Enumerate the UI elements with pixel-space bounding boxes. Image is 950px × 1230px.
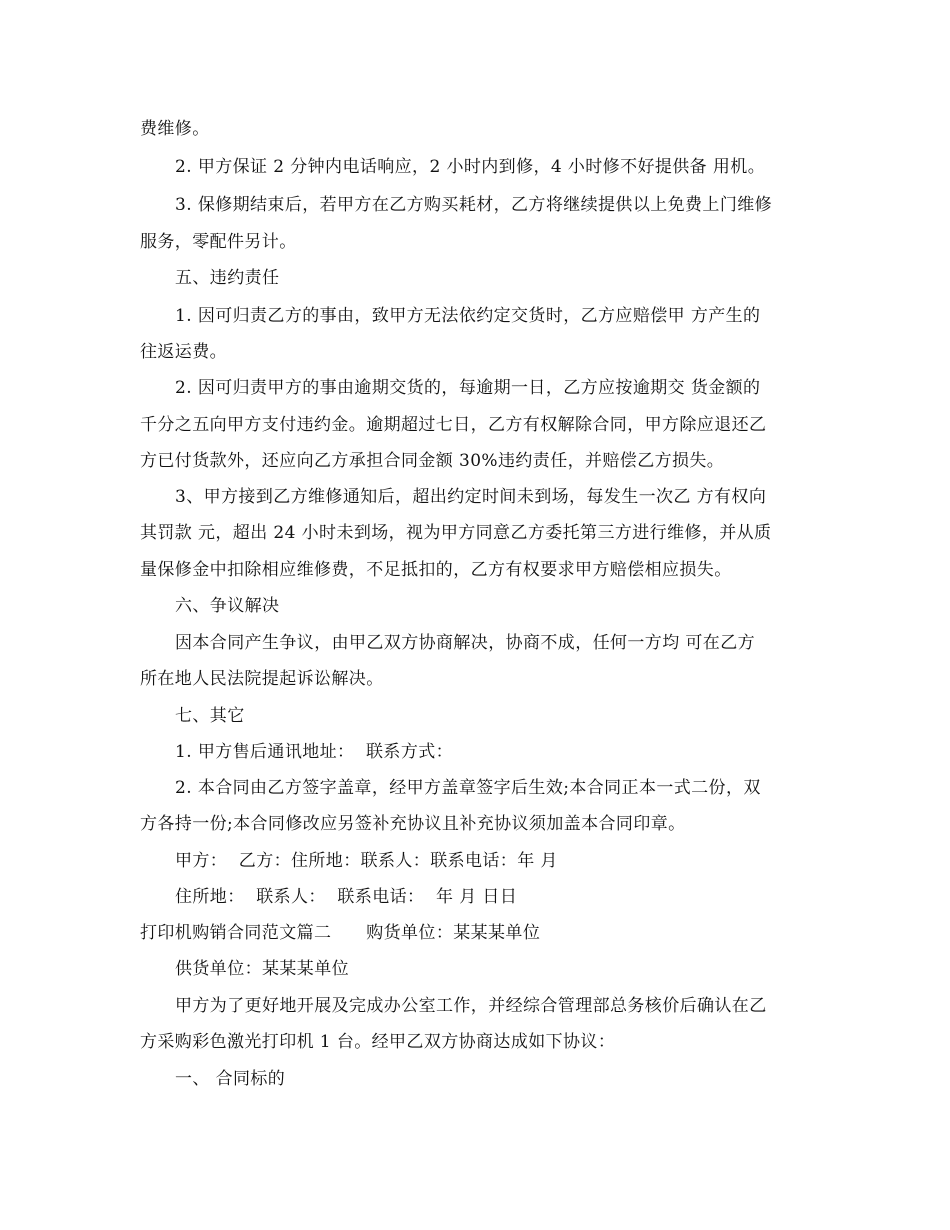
signature-line: 甲方： 乙方：住所地：联系人：联系电话：年 月	[175, 851, 558, 871]
text-line: 方采购彩色激光打印机 1 台。经甲乙双方协商达成如下协议：	[140, 1032, 616, 1052]
text-line: 其罚款 元，超出 24 小时未到场，视为甲方同意乙方委托第三方进行维修，并从质	[140, 523, 772, 543]
text-line: 1. 甲方售后通讯地址： 联系方式：	[175, 742, 454, 762]
text-line: 甲方为了更好地开展及完成办公室工作，并经综合管理部总务核价后确认在乙	[175, 996, 767, 1016]
section-heading: 七、其它	[175, 706, 245, 726]
text-line: 千分之五向甲方支付违约金。逾期超过七日，乙方有权解除合同，甲方除应退还乙	[140, 415, 767, 435]
text-line: 方各持一份;本合同修改应另签补充协议且补充协议须加盖本合同印章。	[140, 814, 686, 834]
signature-line: 住所地： 联系人： 联系电话： 年 月 日日	[175, 887, 518, 907]
document-title-line: 打印机购销合同范文篇二 购货单位：某某某单位	[140, 923, 541, 943]
text-line: 供货单位：某某某单位	[175, 959, 349, 979]
text-line: 往返运费。	[140, 342, 227, 362]
text-line: 1. 因可归责乙方的事由，致甲方无法依约定交货时，乙方应赔偿甲 方产生的	[175, 306, 761, 326]
text-line: 量保修金中扣除相应维修费，不足抵扣的，乙方有权要求甲方赔偿相应损失。	[140, 560, 732, 580]
text-line: 3. 保修期结束后，若甲方在乙方购买耗材，乙方将继续提供以上免费上门维修	[175, 195, 773, 215]
text-line: 2. 本合同由乙方签字盖章，经甲方盖章签字后生效;本合同正本一式二份，双	[175, 778, 761, 798]
section-heading: 一、 合同标的	[175, 1069, 286, 1089]
text-line: 2. 甲方保证 2 分钟内电话响应，2 小时内到修，4 小时修不好提供备 用机。	[175, 157, 766, 177]
section-heading: 六、争议解决	[175, 596, 280, 616]
section-heading: 五、违约责任	[175, 268, 280, 288]
text-line: 方已付货款外，还应向乙方承担合同金额 30%违约责任，并赔偿乙方损失。	[140, 451, 725, 471]
text-line: 3、甲方接到乙方维修通知后，超出约定时间未到场，每发生一次乙 方有权向	[175, 487, 767, 507]
text-line: 所在地人民法院提起诉讼解决。	[140, 669, 384, 689]
text-line: 因本合同产生争议，由甲乙双方协商解决，协商不成，任何一方均 可在乙方	[175, 633, 756, 653]
text-line: 服务，零配件另计。	[140, 232, 297, 252]
text-line: 费维修。	[140, 119, 210, 139]
text-line: 2. 因可归责甲方的事由逾期交货的，每逾期一日，乙方应按逾期交 货金额的	[175, 378, 761, 398]
